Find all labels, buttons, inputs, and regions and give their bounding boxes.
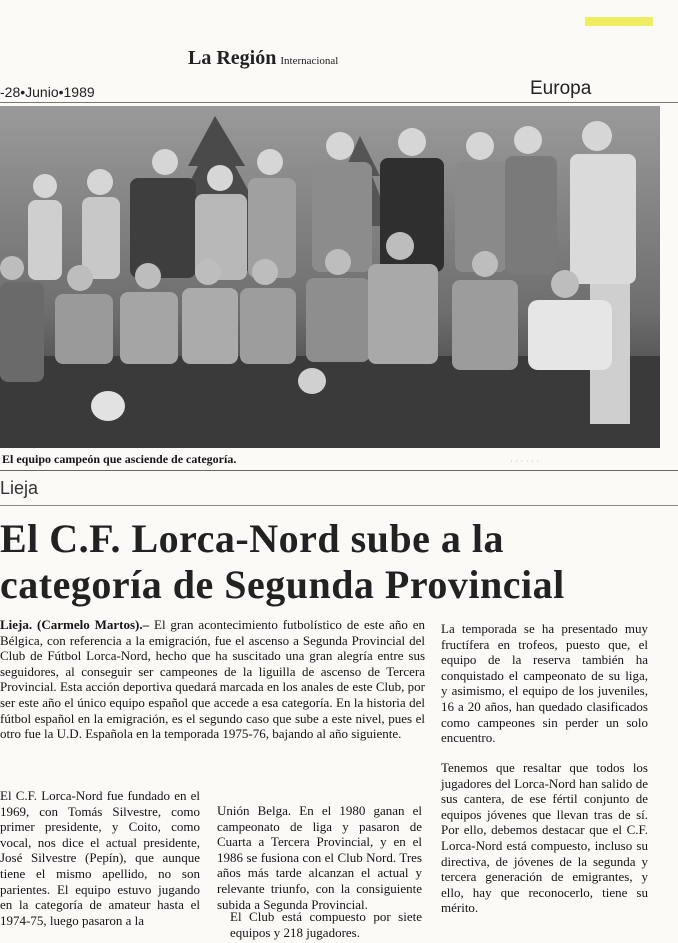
paragraph-1-text: El gran acontecimiento futbolístico de este año en Bélgica, con referencia a la emigración, fue el ascenso a Segunda Provincial del Club de Fútbol Lorca-Nord, hecho que ha suscitado una gran alegría entre sus seguidores, al conseguir ser campeones de la liguilla de ascenso de Tercera Provincial. Esta acción deportiva quedará marcada en los anales de este Club, por ser este año el único equipo español que accede a esa categoría. En la historia del fútbol español en la emigración, es el segundo caso que sube a este nivel, pues el otro fue la U.D. Española en la temporada 1975-76, bajando al año siguiente. — [0, 617, 425, 742]
team-photo — [0, 106, 660, 448]
article-paragraph-3: Unión Belga. En el 1980 ganan el campeonato de liga y pasaron de Cuarta a Tercera Provincial, y en el 1986 se fusiona con el Club Nord. Tres años más tarde alcanzan el actual y relevante triunfo, con la consiguiente subida a Segunda Provincial. — [217, 803, 422, 912]
article-paragraph-6: Tenemos que resaltar que todos los jugadores del Lorca-Nord han salido de sus cantera, de ese fértil conjunto de equipos jóvenes que llevan tras de sí. Por ello, debemos destacar que el C.F. Lorca-Nord está compuesto, incluso su directiva, de jóvenes de la segunda y tercera generación de emigrantes, y ello, hay que reconocerlo, tiene su mérito. — [441, 760, 648, 916]
article-location: Lieja — [0, 478, 39, 498]
newspaper-name: La Región — [188, 47, 277, 69]
newspaper-edition: Internacional — [280, 55, 339, 67]
section-label: Europa — [530, 78, 592, 99]
issue-date: -28•Junio•1989 — [0, 84, 95, 100]
article-paragraph-4: El Club está compuesto por siete equipos y 218 jugadores. — [230, 909, 422, 940]
newspaper-masthead — [188, 47, 338, 70]
headline-line-2: categoría de Segunda Provincial — [0, 562, 565, 607]
photo-caption: El equipo campeón que asciende de categoría. — [2, 452, 237, 466]
headline-line-1: El C.F. Lorca-Nord sube a la — [0, 516, 505, 561]
team-photo-image — [0, 106, 660, 448]
article-headline — [0, 516, 678, 608]
caption-rule — [0, 470, 678, 471]
article-paragraph-5: La temporada se ha presentado muy fructífera en trofeos, puesto que, el equipo de la reserva también ha conquistado el campeonato de su liga, y asimismo, el equipo de los juveniles, 16 a 20 años, han quedado clasificados como campeones sin perder un solo encuentro. — [441, 621, 648, 746]
article-byline: Lieja. (Carmelo Martos).– — [0, 617, 150, 632]
article-paragraph-1 — [0, 617, 425, 742]
header-rule — [0, 102, 678, 103]
bleed-through-text: · · · · · · — [510, 456, 540, 466]
highlighter-mark — [585, 17, 653, 26]
article-paragraph-2: El C.F. Lorca-Nord fue fundado en el 1969, con Tomás Silvestre, como primer presidente, y Coito, como vocal, nos dice el actual presidente, José Silvestre (Pepín), que aunque tiene el mismo apellido, no son parientes. El equipo estuvo jugando en la categoría de amateur hasta el 1974-75, luego pasaron a la — [0, 788, 200, 928]
location-rule — [0, 505, 678, 506]
